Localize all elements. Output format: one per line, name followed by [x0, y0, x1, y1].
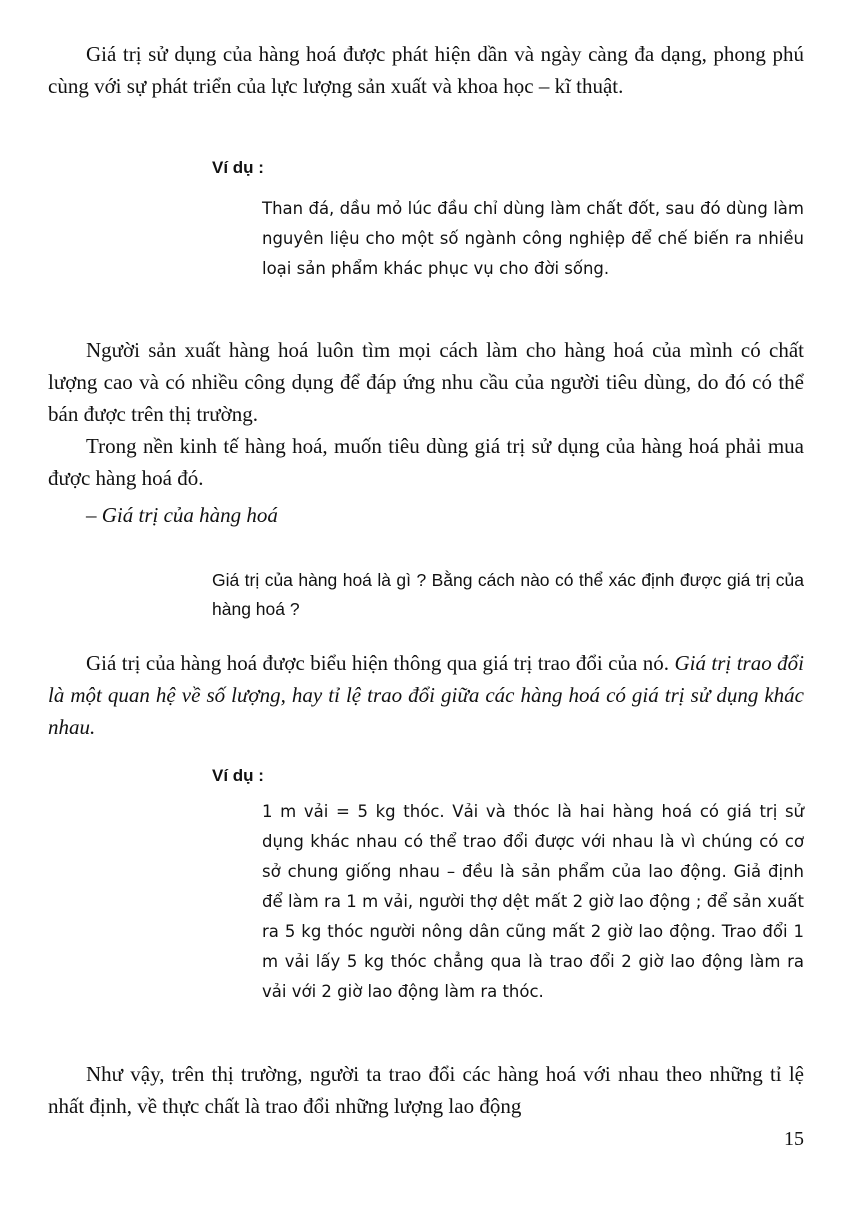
exchange-value-definition: Giá trị trao đổi là một quan hệ về số lượng, hay tỉ lệ trao đổi giữa các hàng hoá có giá trị sử dụng khác nhau.: [48, 651, 805, 739]
example-label-1: Ví dụ :: [212, 158, 264, 177]
paragraph-commodity-economy: Trong nền kinh tế hàng hoá, muốn tiêu dùng giá trị sử dụng của hàng hoá phải mua được hàng hoá đó.: [48, 434, 804, 490]
page-number: 15: [784, 1128, 804, 1150]
example-label-2: Ví dụ :: [212, 766, 264, 785]
section-heading-value: – Giá trị của hàng hoá: [86, 503, 278, 527]
example-coal-oil: Than đá, dầu mỏ lúc đầu chỉ dùng làm chất đốt, sau đó dùng làm nguyên liệu cho một số ngành công nghiệp để chế biến ra nhiều loại sản phẩm khác phục vụ cho đời sống.: [262, 199, 804, 278]
paragraph-producers: Người sản xuất hàng hoá luôn tìm mọi cách làm cho hàng hoá của mình có chất lượng cao và có nhiều công dụng để đáp ứng nhu cầu của người tiêu dùng, do đó có thể bán được trên thị trường.: [48, 338, 804, 426]
exchange-value-intro: Giá trị của hàng hoá được biểu hiện thông qua giá trị trao đổi của nó.: [86, 651, 675, 675]
paragraph-conclusion: Như vậy, trên thị trường, người ta trao đổi các hàng hoá với nhau theo những tỉ lệ nhất định, về thực chất là trao đổi những lượng lao động: [48, 1062, 804, 1118]
question-box: Giá trị của hàng hoá là gì ? Bằng cách nào có thể xác định được giá trị của hàng hoá ?: [212, 570, 804, 619]
paragraph-exchange-value: [48, 647, 804, 743]
paragraph-use-value-development: Giá trị sử dụng của hàng hoá được phát hiện dần và ngày càng đa dạng, phong phú cùng với sự phát triển của lực lượng sản xuất và khoa học – kĩ thuật.: [48, 42, 804, 98]
example-cloth-rice: 1 m vải = 5 kg thóc. Vải và thóc là hai hàng hoá có giá trị sử dụng khác nhau có thể trao đổi được với nhau là vì chúng có cơ sở chung giống nhau – đều là sản phẩm của lao động. Giả định để làm ra 1 m vải, người thợ dệt mất 2 giờ lao động ; để sản xuất ra 5 kg thóc người nông dân cũng mất 2 giờ lao động. Trao đổi 1 m vải lấy 5 kg thóc chẳng qua là trao đổi 2 giờ lao động làm ra vải với 2 giờ lao động làm ra thóc.: [262, 802, 804, 1001]
